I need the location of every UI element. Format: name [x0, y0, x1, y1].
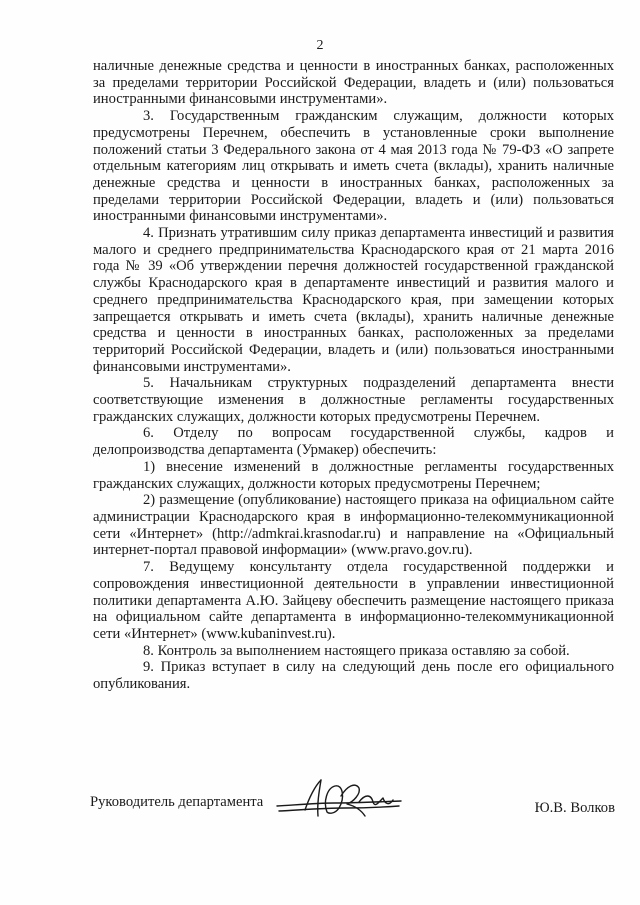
signatory-name: Ю.В. Волков: [534, 800, 615, 816]
paragraph: 8. Контроль за выполнением настоящего приказа оставляю за собой.: [143, 642, 570, 659]
paragraph: 9. Приказ вступает в силу на следующий день после его официального опубликования.: [93, 659, 614, 693]
paragraph: 6. Отделу по вопросам государственной службы, кадров и делопроизводства департамента (Урмакер) обеспечить:: [93, 425, 614, 459]
paragraph: 5. Начальникам структурных подразделений департамента внести соответствующие изменения в должностные регламенты государственных гражданских служащих, должности которых предусмотрены Перечнем.: [93, 375, 614, 425]
signatory-role: Руководитель департамента: [90, 794, 264, 810]
signature-block: [90, 794, 615, 834]
paragraph: 4. Признать утратившим силу приказ департамента инвестиций и развития малого и среднего предпринимательства Краснодарского края от 21 марта 2016 года № 39 «Об утверждении перечня должностей государственной гражданской службы Краснодарского края в департаменте инвестиций и развития малого и среднего предпринимательства Краснодарского края, при замещении которых запрещается открывать и иметь счета (вклады), хранить наличные денежные средства и ценности в иностранных банках, расположенных за пределами территорий Российской Федерации, владеть и (или) пользоваться иностранными финансовыми инструментами».: [93, 225, 614, 375]
paragraph: 2) размещение (опубликование) настоящего приказа на официальном сайте администрации Краснодарского края в информационно-телекоммуникационной сети «Интернет» (http://admkrai.krasnodar.ru) и направление на «Официальный интернет-портал правовой информации» (www.pravo.gov.ru).: [93, 492, 614, 559]
paragraph: наличные денежные средства и ценности в иностранных банках, расположенных за пределами территории Российской Федерации, владеть и (или) пользоваться иностранными финансовыми инструментами».: [93, 58, 614, 108]
page-number: 2: [316, 38, 324, 53]
paragraph: 3. Государственным гражданским служащим, должности которых предусмотрены Перечнем, обеспечить в установленные сроки выполнение положений статьи 3 Федерального закона от 4 мая 2013 года № 79-ФЗ «О запрете отдельным категориям лиц открывать и иметь счета (вклады), хранить наличные денежные средства и ценности в иностранных банках, расположенных за пределами территории Российской Федерации, владеть и (или) пользоваться иностранными финансовыми инструментами».: [93, 108, 614, 225]
paragraph: 1) внесение изменений в должностные регламенты государственных гражданских служащих, должности которых предусмотрены Перечнем;: [93, 458, 614, 492]
paragraph: 7. Ведущему консультанту отдела государственной поддержки и сопровождения инвестиционной деятельности в управлении инвестиционной политики департамента А.Ю. Зайцеву обеспечить размещение настоящего приказа на официальном сайте департамента в информационно-телекоммуникационной сети «Интернет» (www.kubaninvest.ru).: [93, 559, 614, 642]
handwritten-signature: [275, 772, 405, 830]
document-body: [93, 58, 614, 693]
